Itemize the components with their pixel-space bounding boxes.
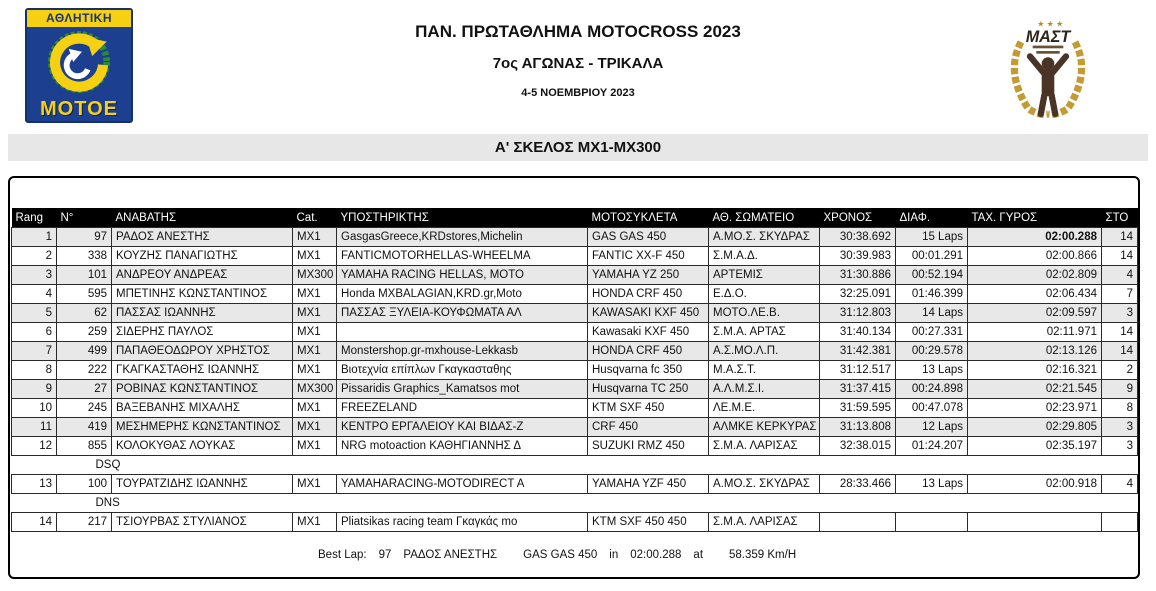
- cell-sponsor: YAMAHA RACING HELLAS, MOTO: [337, 266, 588, 285]
- cell-num: 259: [57, 323, 112, 342]
- cell-rider: ΚΟΥΖΗΣ ΠΑΝΑΓΙΩΤΗΣ: [112, 247, 293, 266]
- cell-rider: ΡΟΒΙΝΑΣ ΚΩΝΣΤΑΝΤΙΝΟΣ: [112, 380, 293, 399]
- best-lap-in-word: in: [609, 549, 619, 561]
- cell-rank: 7: [12, 342, 57, 361]
- cell-cat: MX1: [293, 361, 337, 380]
- cell-diff: 13 Laps: [896, 475, 968, 494]
- cell-fastlap: 02:21.545: [968, 380, 1102, 399]
- cell-fastlap: 02:29.805: [968, 418, 1102, 437]
- col-header-sponsor: ΥΠΟΣΤΗΡΙΚΤΗΣ: [337, 208, 588, 228]
- cell-num: 101: [57, 266, 112, 285]
- table-row: [12, 247, 1138, 266]
- cell-time: 31:42.381: [820, 342, 896, 361]
- cell-num: 62: [57, 304, 112, 323]
- table-row: [12, 323, 1138, 342]
- cell-time: 31:13.808: [820, 418, 896, 437]
- cell-rank: 8: [12, 361, 57, 380]
- cell-sto: 3: [1102, 437, 1138, 456]
- col-header-sto: ΣΤΟ: [1102, 208, 1138, 228]
- cell-bike: CRF 450: [588, 418, 709, 437]
- cell-diff: 00:47.078: [896, 399, 968, 418]
- cell-fastlap: 02:09.597: [968, 304, 1102, 323]
- cell-club: Σ.Μ.Α. ΑΡΤΑΣ: [709, 323, 820, 342]
- status-row-dns: [12, 494, 1138, 513]
- race-subtitle: 7ος ΑΓΩΝΑΣ - ΤΡΙΚΑΛΑ: [492, 55, 664, 72]
- page-header: [0, 19, 1156, 99]
- cell-club: Α.ΜΟ.Σ. ΣΚΥΔΡΑΣ: [709, 228, 820, 247]
- cell-rank: 14: [12, 513, 57, 532]
- cell-num: 595: [57, 285, 112, 304]
- table-row: [12, 380, 1138, 399]
- cell-time: [820, 513, 896, 532]
- table-row: [12, 475, 1138, 494]
- table-row: [12, 399, 1138, 418]
- motoe-logo-top-label: ΑΘΛΗΤΙΚΗ: [27, 10, 131, 27]
- cell-fastlap: 02:02.809: [968, 266, 1102, 285]
- cell-sponsor: Monstershop.gr-mxhouse-Lekkasb: [337, 342, 588, 361]
- cell-club: Μ.Α.Σ.Τ.: [709, 361, 820, 380]
- cell-sto: [1102, 513, 1138, 532]
- cell-cat: MX1: [293, 323, 337, 342]
- col-header-rider: ΑΝΑΒΑΤΗΣ: [112, 208, 293, 228]
- cell-sponsor: Βιοτεχνία επίπλων Γκαγκασταθης: [337, 361, 588, 380]
- cell-fastlap: [968, 513, 1102, 532]
- cell-rider: ΜΠΕΤΙΝΗΣ ΚΩΝΣΤΑΝΤΙΝΟΣ: [112, 285, 293, 304]
- col-header-rank: Rang: [12, 208, 57, 228]
- table-row: [12, 361, 1138, 380]
- cell-club: Σ.Μ.Α.Δ.: [709, 247, 820, 266]
- cell-bike: GAS GAS 450: [588, 228, 709, 247]
- cell-rank: 4: [12, 285, 57, 304]
- cell-cat: MX300: [293, 266, 337, 285]
- cell-bike: SUZUKI RMZ 450: [588, 437, 709, 456]
- cell-bike: KAWASAKI KXF 450: [588, 304, 709, 323]
- cell-bike: YAMAHA YZ 250: [588, 266, 709, 285]
- cell-sto: 4: [1102, 266, 1138, 285]
- cell-diff: 01:24.207: [896, 437, 968, 456]
- cell-sto: 8: [1102, 399, 1138, 418]
- cell-time: 32:38.015: [820, 437, 896, 456]
- cell-rank: 11: [12, 418, 57, 437]
- mast-logo-label: ΜΑΣΤ: [1025, 28, 1071, 46]
- cell-sto: 3: [1102, 304, 1138, 323]
- cell-sponsor: GasgasGreece,KRDstores,Michelin: [337, 228, 588, 247]
- cell-sto: 14: [1102, 342, 1138, 361]
- cell-club: ΑΛΜΚΕ ΚΕΡΚΥΡΑΣ: [709, 418, 820, 437]
- status-label: DSQ: [12, 456, 1138, 475]
- cell-num: 100: [57, 475, 112, 494]
- cell-club: Α.Λ.Μ.Σ.Ι.: [709, 380, 820, 399]
- cell-club: Α.ΜΟ.Σ. ΣΚΥΔΡΑΣ: [709, 475, 820, 494]
- cell-rider: ΒΑΞΕΒΑΝΗΣ ΜΙΧΑΛΗΣ: [112, 399, 293, 418]
- cell-rank: 10: [12, 399, 57, 418]
- cell-sto: 3: [1102, 418, 1138, 437]
- cell-sponsor: ΚΕΝΤΡΟ ΕΡΓΑΛΕΙΟΥ ΚΑΙ ΒΙΔΑΣ-Z: [337, 418, 588, 437]
- cell-rank: 2: [12, 247, 57, 266]
- cell-club: ΑΡΤΕΜΙΣ: [709, 266, 820, 285]
- col-header-fastlap: ΤΑΧ. ΓΥΡΟΣ: [968, 208, 1102, 228]
- cell-sponsor: Honda MXBALAGIAN,KRD.gr,Moto: [337, 285, 588, 304]
- cell-fastlap: 02:35.197: [968, 437, 1102, 456]
- cell-time: 31:59.595: [820, 399, 896, 418]
- cell-fastlap: 02:16.321: [968, 361, 1102, 380]
- cell-rider: ΤΟΥΡΑΤΖΙΔΗΣ ΙΩΑΝΝΗΣ: [112, 475, 293, 494]
- page-title: ΠΑΝ. ΠΡΩΤΑΘΛΗΜΑ MOTOCROSS 2023: [415, 22, 741, 41]
- col-header-club: ΑΘ. ΣΩΜΑΤΕΙΟ: [709, 208, 820, 228]
- cell-fastlap: 02:13.126: [968, 342, 1102, 361]
- cell-bike: KTM SXF 450: [588, 399, 709, 418]
- table-row: [12, 228, 1138, 247]
- best-lap-rider: ΡΑΔΟΣ ΑΝΕΣΤΗΣ: [403, 549, 498, 561]
- cell-time: 31:40.134: [820, 323, 896, 342]
- cell-diff: 15 Laps: [896, 228, 968, 247]
- cell-num: 419: [57, 418, 112, 437]
- cell-cat: MX1: [293, 342, 337, 361]
- table-row: [12, 513, 1138, 532]
- cell-sponsor: ΠΑΣΣΑΣ ΞΥΛΕΙΑ-ΚΟΥΦΩΜΑΤΑ ΑΛ: [337, 304, 588, 323]
- cell-time: 31:12.803: [820, 304, 896, 323]
- cell-fastlap: 02:00.866: [968, 247, 1102, 266]
- cell-cat: MX1: [293, 304, 337, 323]
- cell-rank: 12: [12, 437, 57, 456]
- cell-sponsor: Pissaridis Graphics_Kamatsos mot: [337, 380, 588, 399]
- best-lap-line: [10, 549, 1138, 561]
- col-header-bike: ΜΟΤΟΣΥΚΛΕΤΑ: [588, 208, 709, 228]
- cell-club: Α.Σ.ΜΟ.Λ.Π.: [709, 342, 820, 361]
- cell-rider: ΠΑΠΑΘΕΟΔΩΡΟΥ ΧΡΗΣΤΟΣ: [112, 342, 293, 361]
- cell-bike: FANTIC XX-F 450: [588, 247, 709, 266]
- cell-rider: ΣΙΔΕΡΗΣ ΠΑΥΛΟΣ: [112, 323, 293, 342]
- cell-cat: MX1: [293, 437, 337, 456]
- cell-club: ΜΟΤΟ.ΛΕ.Β.: [709, 304, 820, 323]
- cell-club: Σ.Μ.Α. ΛΑΡΙΣΑΣ: [709, 437, 820, 456]
- cell-time: 30:38.692: [820, 228, 896, 247]
- cell-fastlap: 02:00.918: [968, 475, 1102, 494]
- cell-bike: KTM SXF 450 450: [588, 513, 709, 532]
- cell-club: Σ.Μ.Α. ΛΑΡΙΣΑΣ: [709, 513, 820, 532]
- cell-bike: HONDA CRF 450: [588, 342, 709, 361]
- best-lap-speed: 58.359 Km/H: [729, 549, 797, 561]
- cell-bike: Husqvarna TC 250: [588, 380, 709, 399]
- cell-sto: 2: [1102, 361, 1138, 380]
- cell-time: 31:37.415: [820, 380, 896, 399]
- table-row: [12, 266, 1138, 285]
- cell-fastlap: 02:00.288: [968, 228, 1102, 247]
- cell-rider: ΜΕΣΗΜΕΡΗΣ ΚΩΝΣΤΑΝΤΙΝΟΣ: [112, 418, 293, 437]
- cell-cat: MX1: [293, 247, 337, 266]
- cell-num: 245: [57, 399, 112, 418]
- cell-fastlap: 02:23.971: [968, 399, 1102, 418]
- cell-diff: 00:52.194: [896, 266, 968, 285]
- motoe-logo-bottom-label: ΜΟΤΟΕ: [40, 98, 118, 120]
- table-row: [12, 437, 1138, 456]
- col-header-diff: ΔΙΑΦ.: [896, 208, 968, 228]
- table-header-row: [12, 208, 1138, 228]
- cell-num: 499: [57, 342, 112, 361]
- cell-rider: ΡΑΔΟΣ ΑΝΕΣΤΗΣ: [112, 228, 293, 247]
- cell-time: 28:33.466: [820, 475, 896, 494]
- cell-rider: ΑΝΔΡΕΟΥ ΑΝΔΡΕΑΣ: [112, 266, 293, 285]
- table-row: [12, 342, 1138, 361]
- cell-rider: ΤΣΙΟΥΡΒΑΣ ΣΤΥΛΙΑΝΟΣ: [112, 513, 293, 532]
- cell-bike: Husqvarna fc 350: [588, 361, 709, 380]
- best-lap-time: 02:00.288: [630, 549, 682, 561]
- col-header-num: N°: [57, 208, 112, 228]
- table-row: [12, 304, 1138, 323]
- cell-rank: 5: [12, 304, 57, 323]
- cell-cat: MX300: [293, 380, 337, 399]
- cell-diff: 00:27.331: [896, 323, 968, 342]
- table-row: [12, 418, 1138, 437]
- cell-sponsor: NRG motoaction ΚΑΘΗΓΙΑΝΝΗΣ Δ: [337, 437, 588, 456]
- cell-num: 217: [57, 513, 112, 532]
- cell-diff: [896, 513, 968, 532]
- cell-club: ΛΕ.Μ.Ε.: [709, 399, 820, 418]
- best-lap-at-word: at: [693, 549, 704, 561]
- cell-cat: MX1: [293, 285, 337, 304]
- table-row: [12, 285, 1138, 304]
- cell-bike: YAMAHA YZF 450: [588, 475, 709, 494]
- cell-sto: 4: [1102, 475, 1138, 494]
- best-lap-label: Best Lap:: [318, 549, 367, 561]
- cell-diff: 01:46.399: [896, 285, 968, 304]
- cell-num: 222: [57, 361, 112, 380]
- cell-num: 855: [57, 437, 112, 456]
- cell-rank: 9: [12, 380, 57, 399]
- col-header-time: ΧΡΟΝΟΣ: [820, 208, 896, 228]
- cell-diff: 00:24.898: [896, 380, 968, 399]
- results-table-box: [8, 176, 1140, 579]
- cell-rider: ΠΑΣΣΑΣ ΙΩΑΝΝΗΣ: [112, 304, 293, 323]
- cell-cat: MX1: [293, 228, 337, 247]
- cell-sponsor: FANTICMOTORHELLAS-WHEELMA: [337, 247, 588, 266]
- cell-num: 27: [57, 380, 112, 399]
- best-lap-number: 97: [378, 549, 392, 561]
- cell-sponsor: Pliatsikas racing team Γκαγκάς mo: [337, 513, 588, 532]
- status-row-dsq: [12, 456, 1138, 475]
- cell-sponsor: YAMAHARACING-MOTODIRECT A: [337, 475, 588, 494]
- mast-logo-icon: [1003, 18, 1093, 120]
- cell-time: 31:12.517: [820, 361, 896, 380]
- cell-sto: 14: [1102, 323, 1138, 342]
- cell-sponsor: FREEZELAND: [337, 399, 588, 418]
- cell-cat: MX1: [293, 475, 337, 494]
- cell-bike: Kawasaki KXF 450: [588, 323, 709, 342]
- race-date: 4-5 ΝΟΕΜΒΡΙΟΥ 2023: [521, 87, 635, 99]
- cell-rank: 1: [12, 228, 57, 247]
- col-header-cat: Cat.: [293, 208, 337, 228]
- cell-rider: ΓΚΑΓΚΑΣΤΑΘΗΣ ΙΩΑΝΝΗΣ: [112, 361, 293, 380]
- cell-fastlap: 02:06.434: [968, 285, 1102, 304]
- cell-sto: 7: [1102, 285, 1138, 304]
- cell-diff: 14 Laps: [896, 304, 968, 323]
- cell-rank: 6: [12, 323, 57, 342]
- cell-sto: 9: [1102, 380, 1138, 399]
- cell-diff: 00:01.291: [896, 247, 968, 266]
- cell-sponsor: [337, 323, 588, 342]
- status-label: DNS: [12, 494, 1138, 513]
- cell-sto: 14: [1102, 228, 1138, 247]
- cell-num: 97: [57, 228, 112, 247]
- cell-time: 32:25.091: [820, 285, 896, 304]
- section-banner: Α' ΣΚΕΛΟΣ MX1-MX300: [8, 134, 1148, 161]
- cell-fastlap: 02:11.971: [968, 323, 1102, 342]
- cell-rank: 3: [12, 266, 57, 285]
- cell-time: 30:39.983: [820, 247, 896, 266]
- cell-diff: 00:29.578: [896, 342, 968, 361]
- cell-club: Ε.Δ.Ο.: [709, 285, 820, 304]
- cell-diff: 12 Laps: [896, 418, 968, 437]
- results-table: [11, 208, 1138, 532]
- cell-rank: 13: [12, 475, 57, 494]
- svg-text:★ ★ ★: ★ ★ ★: [1037, 19, 1064, 29]
- cell-cat: MX1: [293, 418, 337, 437]
- cell-cat: MX1: [293, 399, 337, 418]
- cell-bike: HONDA CRF 450: [588, 285, 709, 304]
- cell-rider: ΚΟΛΟΚΥΘΑΣ ΛΟΥΚΑΣ: [112, 437, 293, 456]
- cell-diff: 13 Laps: [896, 361, 968, 380]
- best-lap-bike: GAS GAS 450: [523, 549, 598, 561]
- cell-num: 338: [57, 247, 112, 266]
- cell-cat: MX1: [293, 513, 337, 532]
- cell-sto: 14: [1102, 247, 1138, 266]
- cell-time: 31:30.886: [820, 266, 896, 285]
